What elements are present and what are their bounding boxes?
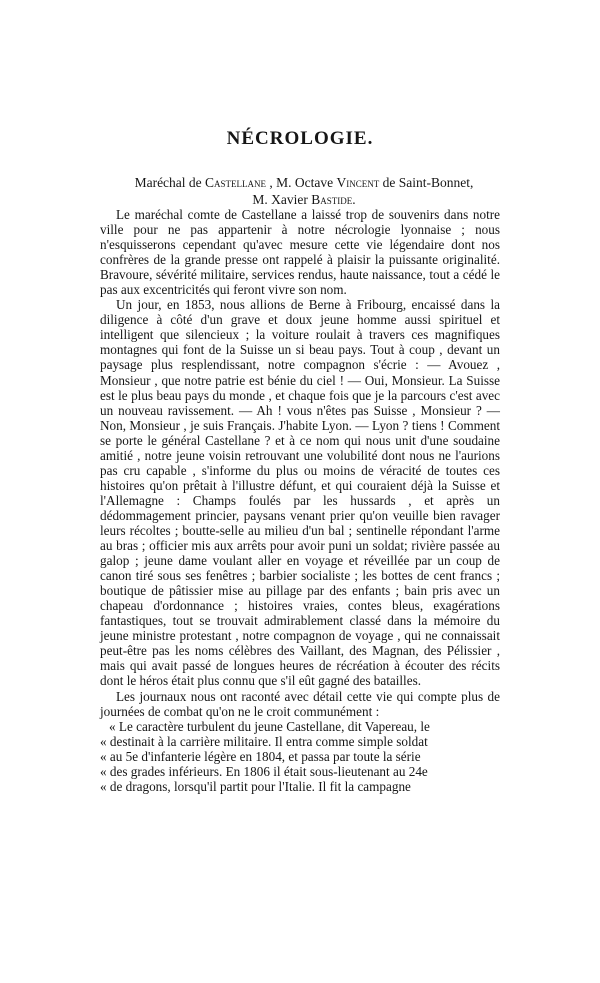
- quote-line: « Le caractère turbulent du jeune Castellane, dit Vapereau, le: [109, 718, 430, 734]
- paragraph: Un jour, en 1853, nous allions de Berne à Fribourg, encaissé dans la diligence à côté d'un grave et doux jeune homme aussi spirituel et intelligent que silencieux ; la voiture roulait à travers ces magnifiques montagnes qui font de la Suisse un si beau pays. Tout à coup , devant un paysage plus resplendissant, notre compagnon s'écrie : — Avouez , Monsieur , que notre patrie est bénie du ciel ! — Oui, Monsieur. La Suisse est le plus beau pays du monde , et chaque fois que je la parcours c'est avec un nouveau ravissement. — Ah ! vous n'êtes pas Suisse , Monsieur ? — Non, Monsieur , je suis Français. J'habite Lyon. — Lyon ? tiens ! Comment se porte le général Castellane ? et à ce nom qui nous unit d'une soudaine amitié , notre jeune voisin retrouvant une volubilité dont nous ne l'aurions pas cru capable , s'informe du plus ou moins de véracité de toutes ces histoires qu'on prêtait à l'illustre défunt, et qui couraient déjà la Suisse et l'Allemagne : Champs foulés par les hussards , et après un dédommagement princier, paysans venant prier qu'on veuille bien ravager leurs récoltes ; boutte-selle au milieu d'un bal ; sentinelle répondant l'arme au bras ; officier mis aux arrêts pour avoir puni un soldat; rivière passée au galop ; jeune dame voulant aller en voyage et réveillée par un coup de canon tiré sous ses fenêtres ; barbier socialiste ; les bottes de cent francs ; boutique de pâtissier mise au pillage par des enfants ; bain pris avec un chapeau d'ordonnance ; histoires vraies, contes bleus, exagérations fantastiques, tout se trouvait admirablement classé dans la mémoire du jeune ministre protestant , notre compagnon de voyage , qui ne connaissait peut-être pas les noms célèbres des Vaillant, des Magnan, des Pélissier , mais qui avait passé de longues heures de récréation à écouter des récits dont le héros était plus connu que s'il eût gagné des batailles.: [100, 297, 500, 689]
- heading-text-5: .: [352, 192, 356, 207]
- heading-name-bastide: Bastide: [311, 192, 353, 207]
- quote-line: « au 5e d'infanterie légère en 1804, et passa par toute la série: [100, 748, 421, 764]
- paragraph: Le maréchal comte de Castellane a laissé trop de souvenirs dans notre ville pour ne pas appartenir à notre nécrologie lyonnaise ; nous n'esquisserons cependant qu'avec mesure cette vie légendaire dont nos confrères de la grande presse ont rappelé à plaisir la puissante originalité. Bravoure, sévérité militaire, services rendus, haute naissance, tout a cédé le pas aux excentricités qui feront vivre son nom.: [100, 207, 500, 298]
- heading-name-castellane: Castellane: [205, 175, 267, 190]
- heading-text-4: M. Xavier: [252, 192, 312, 207]
- quote-line: « de dragons, lorsqu'il partit pour l'Italie. Il fit la campagne: [100, 778, 411, 794]
- paragraph: Les journaux nous ont raconté avec détail cette vie qui compte plus de journées de combat qu'on ne le croit communément :: [100, 688, 500, 719]
- heading-text-2: , M. Octave: [266, 175, 337, 190]
- heading-name-vincent: Vincent: [336, 175, 380, 190]
- heading-text-3: de Saint-Bonnet,: [379, 175, 474, 190]
- page-title: NÉCROLOGIE.: [226, 128, 374, 149]
- article-heading: [108, 174, 500, 208]
- heading-text-1: Maréchal de: [134, 175, 206, 190]
- article-body: [100, 207, 500, 794]
- quote-line: « des grades inférieurs. En 1806 il était sous-lieutenant au 24e: [100, 763, 428, 779]
- quote-line: « destinait à la carrière militaire. Il entra comme simple soldat: [100, 733, 428, 749]
